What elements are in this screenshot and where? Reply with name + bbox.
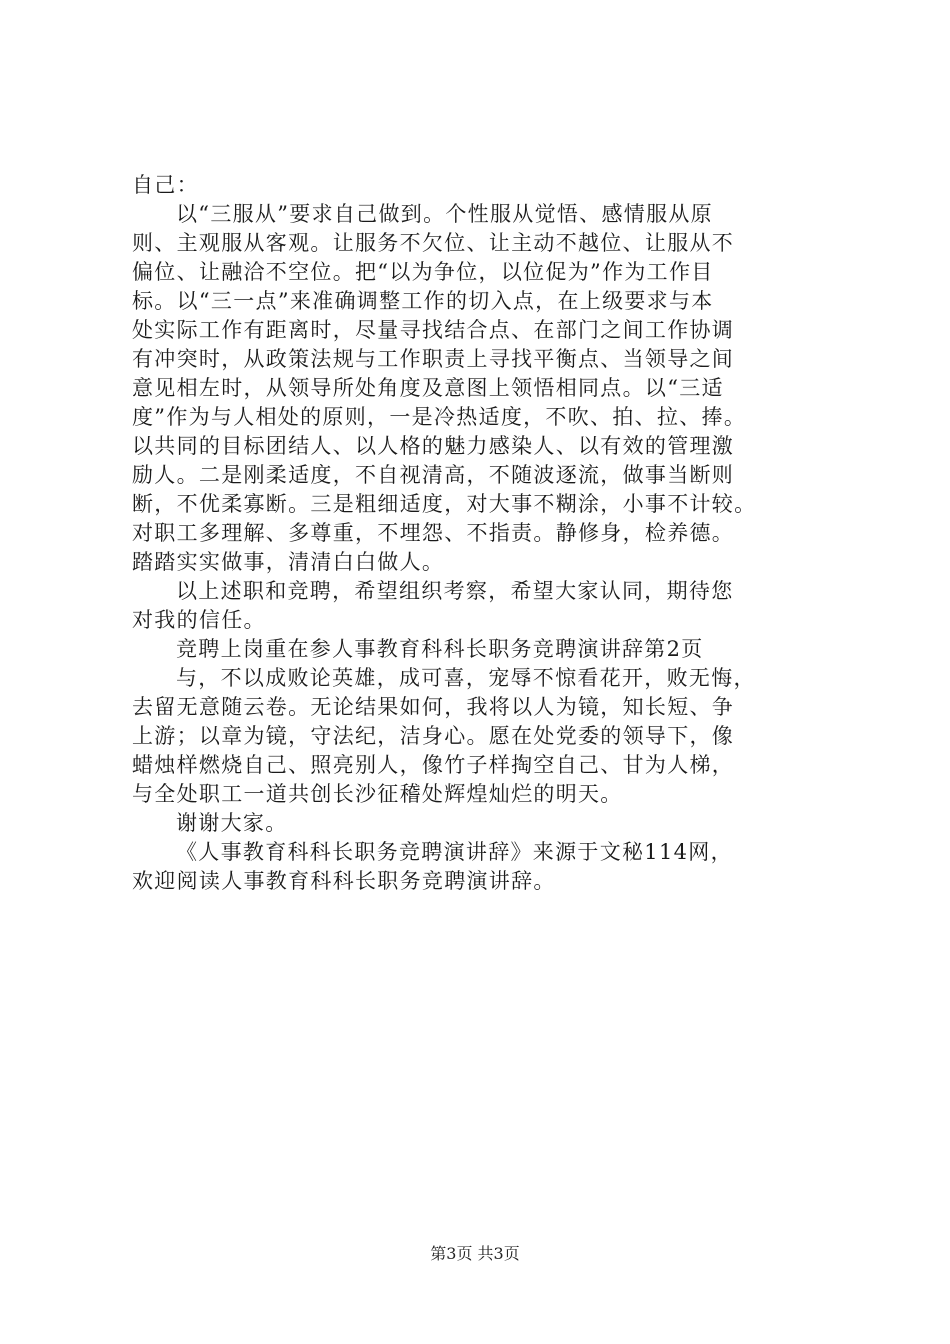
page-footer [0, 1244, 950, 1264]
text-line: 竞聘上岗重在参人事教育科科长职务竞聘演讲辞第2页 [176, 637, 704, 661]
text-line: 自己： [132, 173, 199, 197]
text-line: 对职工多理解、多尊重，不埋怨、不指责。静修身，检养德。 [132, 521, 735, 545]
text-line: 标。以“三一点”来准确调整工作的切入点，在上级要求与本 [132, 289, 714, 313]
text-line: 处实际工作有距离时，尽量寻找结合点、在部门之间工作协调 [132, 318, 735, 342]
text-line: 以上述职和竞聘，希望组织考察，希望大家认同，期待您 [176, 579, 734, 603]
text-line: 欢迎阅读人事教育科科长职务竞聘演讲辞。 [132, 869, 556, 893]
text-line: 偏位、让融洽不空位。把“以为争位，以位促为”作为工作目 [132, 260, 714, 284]
text-line: 以“三服从”要求自己做到。个性服从觉悟、感情服从原 [176, 202, 713, 226]
text-line: 与，不以成败论英雄，成可喜，宠辱不惊看花开，败无悔， [176, 666, 756, 690]
text-line: 去留无意随云卷。无论结果如何，我将以人为镜，知长短、争 [132, 695, 735, 719]
text-line: 以共同的目标团结人、以人格的魅力感染人、以有效的管理激 [132, 434, 735, 458]
text-line: 则、主观服从客观。让服务不欠位、让主动不越位、让服从不 [132, 231, 735, 255]
text-line: 断，不优柔寡断。三是粗细适度，对大事不糊涂，小事不计较。 [132, 492, 757, 516]
text-line: 度”作为与人相处的原则，一是冷热适度，不吹、拍、拉、捧。 [132, 405, 747, 429]
text-line: 励人。二是刚柔适度，不自视清高，不随波逐流，做事当断则 [132, 463, 735, 487]
page-number-label: 第3页 共3页 [430, 1244, 520, 1263]
text-line: 蜡烛样燃烧自己、照亮别人，像竹子样掏空自己、甘为人梯， [132, 753, 735, 777]
text-line: 与全处职工一道共创长沙征稽处辉煌灿烂的明天。 [132, 782, 623, 806]
text-line: 上游；以章为镜，守法纪，洁身心。愿在处党委的领导下，像 [132, 724, 735, 748]
text-line: 谢谢大家。 [176, 811, 288, 835]
text-line: 有冲突时，从政策法规与工作职责上寻找平衡点、当领导之间 [132, 347, 735, 371]
document-body [132, 171, 844, 896]
text-line: 对我的信任。 [132, 608, 266, 632]
text-line: 《人事教育科科长职务竞聘演讲辞》来源于文秘114网， [176, 840, 733, 864]
text-line: 踏踏实实做事，清清白白做人。 [132, 550, 445, 574]
text-line: 意见相左时，从领导所处角度及意图上领悟相同点。以“三适 [132, 376, 724, 400]
